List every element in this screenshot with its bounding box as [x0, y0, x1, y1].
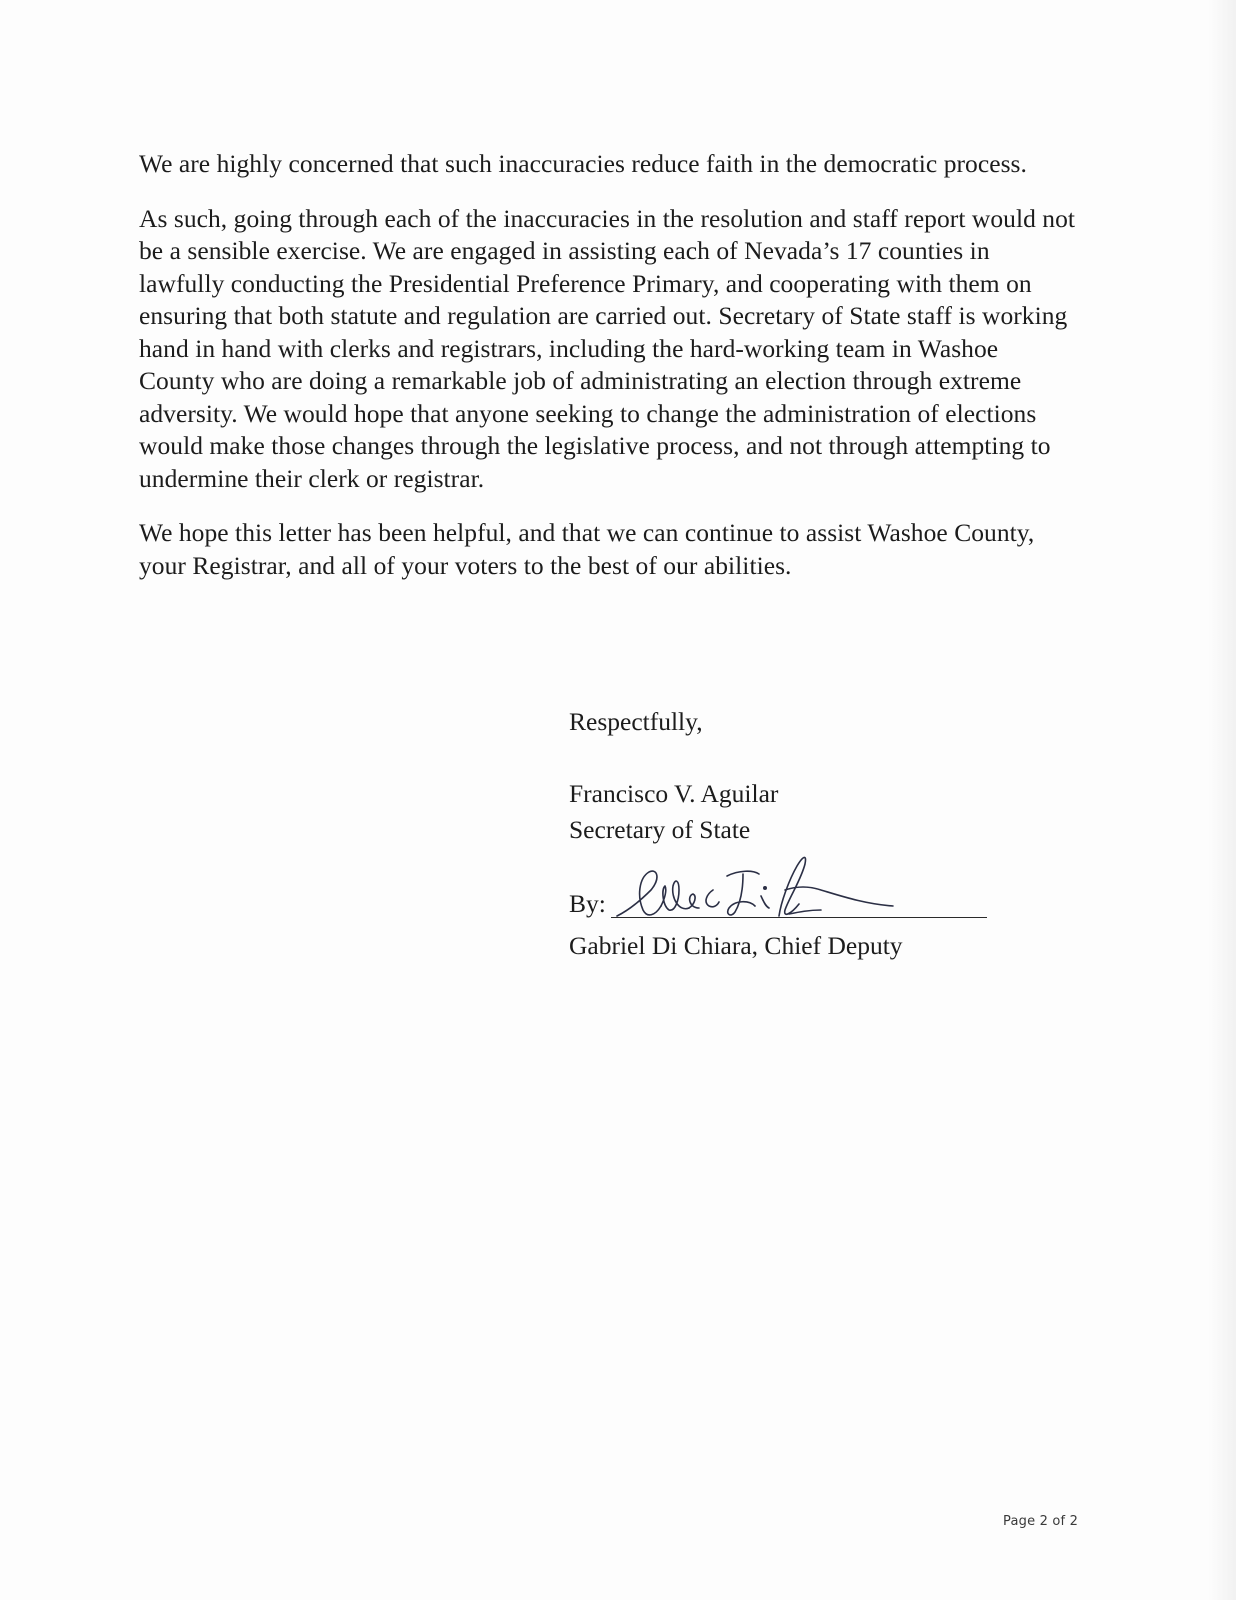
signature-block	[569, 704, 1049, 964]
letter-body	[139, 148, 1079, 604]
scan-edge-shadow	[1208, 0, 1236, 1600]
signatory-title: Secretary of State	[569, 815, 751, 844]
signer-name-title: Gabriel Di Chiara, Chief Deputy	[569, 931, 903, 960]
paragraph-closing-hope: We hope this letter has been helpful, and that we can continue to assist Washoe County, your Registrar, and all of your voters to the best of our abilities.	[139, 518, 1035, 580]
page-number: Page 2 of 2	[1003, 1514, 1079, 1529]
handwritten-signature	[609, 850, 909, 928]
paragraph-engagement: As such, going through each of the inaccuracies in the resolution and staff report would not be a sensible exercise. We are engaged in assisting each of Nevada’s 17 counties in lawfully conducting the Presidential Preference Primary, and cooperating with them on ensuring that both statute and regulation are carried out. Secretary of State staff is working hand in hand with clerks and registrars, including the hard-working team in Washoe County who are doing a remarkable job of administrating an election through extreme adversity. We would hope that anyone seeking to change the administration of elections would make those changes through the legislative process, and not through attempting to undermine their clerk or registrar.	[139, 203, 1076, 493]
closing-salutation: Respectfully,	[569, 707, 703, 736]
by-line	[569, 876, 989, 924]
by-label: By:	[569, 889, 606, 918]
signatory-name: Francisco V. Aguilar	[569, 779, 779, 808]
paragraph-concern: We are highly concerned that such inaccuracies reduce faith in the democratic process.	[139, 149, 1027, 178]
